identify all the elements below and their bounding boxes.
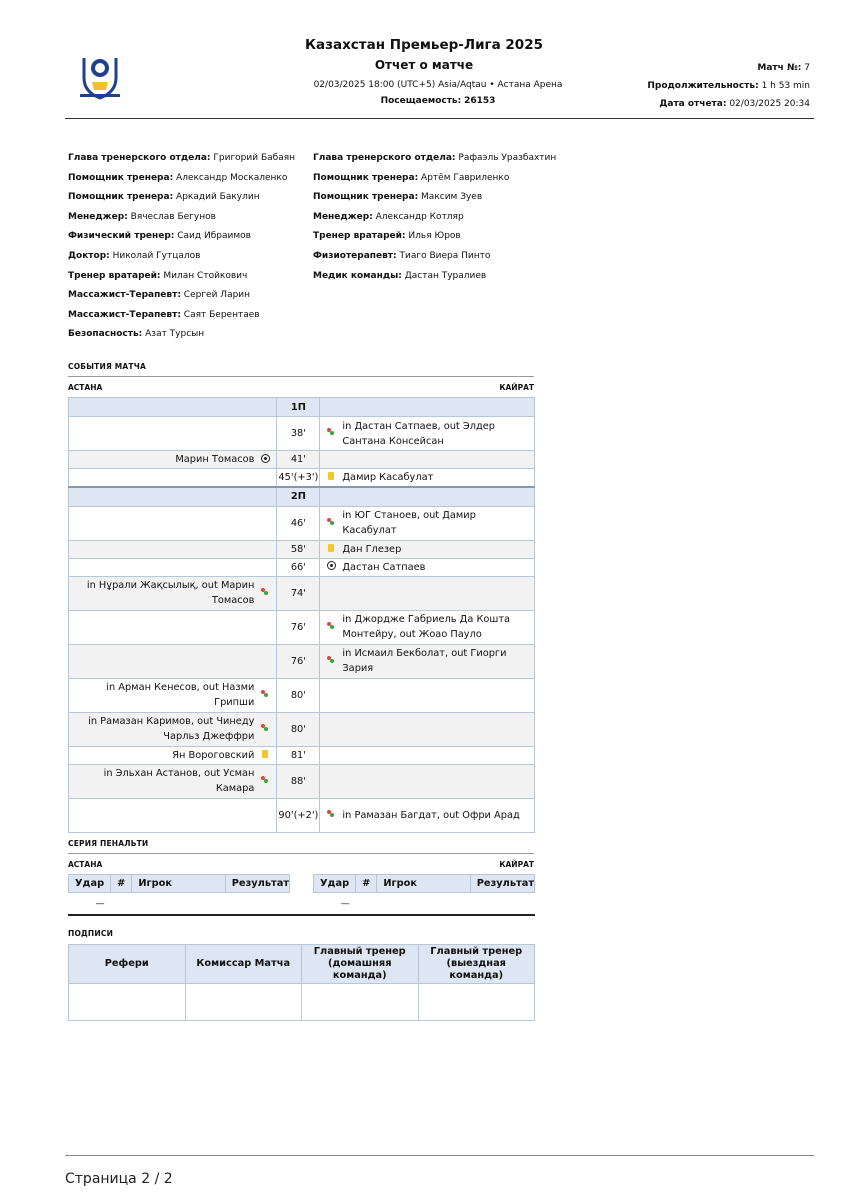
- staff-role: Массажист-Терапевт:: [68, 290, 181, 301]
- league-title: Казахстан Премьер-Лига 2025: [305, 37, 543, 53]
- staff-role: Помощник тренера:: [313, 172, 419, 183]
- yellow-card-icon: [328, 472, 334, 480]
- goal-ball-icon: [327, 561, 336, 570]
- staff-row: [68, 227, 308, 247]
- staff-role: Доктор:: [68, 250, 110, 261]
- staff-role: Физиотерапевт:: [313, 250, 397, 261]
- staff-name: Александр Котляр: [375, 211, 464, 222]
- away-staff-list: [313, 149, 573, 286]
- event-description: in ЮГ Станоев, out Дамир Касабулат: [342, 510, 476, 536]
- staff-name: Григорий Бабаян: [213, 153, 296, 163]
- staff-role: Глава тренерского отдела:: [68, 153, 211, 163]
- staff-name: Александр Москаленко: [176, 172, 288, 183]
- event-minute: 66': [277, 558, 320, 576]
- away-penalties-empty: —: [340, 899, 350, 909]
- substitution-icon: [261, 588, 269, 596]
- substitution-icon: [261, 724, 269, 732]
- substitution-icon: [327, 428, 335, 436]
- signatures-table: [68, 944, 535, 1021]
- event-description: in Эльхан Астанов, out Усман Камара: [103, 768, 255, 794]
- header-divider: [65, 118, 814, 119]
- penalties-bottom-rule: [68, 914, 535, 916]
- substitution-icon: [261, 690, 269, 698]
- staff-role: Менеджер:: [68, 211, 128, 222]
- event-description: in Джордже Габриель Да Кошта Монтейру, out Жоао Пауло: [342, 614, 511, 640]
- staff-role: Помощник тренера:: [313, 192, 419, 203]
- staff-name: Милан Стойкович: [163, 270, 248, 281]
- event-minute: 46': [277, 506, 320, 540]
- staff-role: Медик команды:: [313, 270, 402, 281]
- staff-name: Дастан Туралиев: [404, 270, 487, 281]
- staff-role: Менеджер:: [313, 211, 373, 222]
- substitution-icon: [261, 776, 269, 784]
- event-minute: 45'(+3'): [277, 469, 320, 487]
- staff-name: Аркадий Бакулин: [176, 192, 260, 203]
- event-description: Марин Томасов: [175, 454, 255, 465]
- staff-name: Максим Зуев: [421, 192, 483, 203]
- event-minute: 76': [277, 610, 320, 644]
- staff-role: Тренер вратарей:: [313, 231, 406, 242]
- substitution-icon: [327, 518, 335, 526]
- half-header-row: [69, 487, 535, 507]
- event-description: in Арман Кенесов, out Назми Грипши: [106, 682, 255, 708]
- sig-header-commissioner: Комиссар Матча: [185, 945, 302, 984]
- staff-row: [68, 188, 308, 208]
- staff-name: Николай Гутцалов: [112, 250, 201, 261]
- attendance: Посещаемость: 26153: [380, 96, 496, 106]
- event-minute: 76': [277, 644, 320, 678]
- event-minute: 90'(+2'): [277, 798, 320, 832]
- report-date: Дата отчета: 02/03/2025 20:34: [659, 99, 810, 109]
- events-section-title: СОБЫТИЯ МАТЧА: [68, 362, 146, 371]
- match-number: Матч №: 7: [757, 63, 810, 73]
- footer-divider: [65, 1155, 814, 1156]
- yellow-card-icon: [328, 544, 334, 552]
- event-minute: 38': [277, 417, 320, 451]
- away-penalties-table: Удар # Игрок Результат —: [313, 874, 535, 915]
- event-description: in Рамазан Багдат, out Офри Арад: [342, 809, 520, 821]
- staff-role: Глава тренерского отдела:: [313, 153, 456, 163]
- penalties-away-team: КАЙРАТ: [499, 860, 534, 869]
- events-home-team: АСТАНА: [68, 383, 103, 392]
- substitution-icon: [327, 810, 335, 818]
- substitution-icon: [327, 622, 335, 630]
- event-description: Дан Глезер: [342, 543, 402, 555]
- staff-role: Безопасность:: [68, 329, 143, 340]
- staff-row: [313, 149, 573, 169]
- report-title: Отчет о матче: [374, 58, 474, 72]
- sig-box-home-coach: [302, 984, 419, 1021]
- event-description: in Дастан Сатпаев, out Элдер Сантана Консейсан: [342, 420, 495, 447]
- event-row: [69, 417, 535, 451]
- event-row: [69, 451, 535, 469]
- half-label: 1П: [277, 398, 320, 417]
- staff-row: [68, 149, 308, 169]
- yellow-card-icon: [262, 750, 268, 758]
- substitution-icon: [327, 656, 335, 664]
- staff-row: [313, 227, 573, 247]
- event-minute: 41': [277, 451, 320, 469]
- staff-name: Рафаэль Уразбахтин: [458, 153, 557, 163]
- sig-box-referee: [69, 984, 186, 1021]
- staff-role: Физический тренер:: [68, 231, 175, 242]
- event-row: [69, 610, 535, 644]
- event-description: Дамир Касабулат: [342, 471, 434, 483]
- staff-role: Помощник тренера:: [68, 192, 174, 203]
- event-minute: 80': [277, 712, 320, 746]
- staff-row: [68, 286, 308, 306]
- staff-name: Сергей Ларин: [183, 290, 251, 301]
- staff-row: [68, 208, 308, 228]
- penalties-section-title: СЕРИЯ ПЕНАЛЬТИ: [68, 839, 149, 848]
- event-row: [69, 506, 535, 540]
- event-row: [69, 558, 535, 576]
- sig-box-commissioner: [185, 984, 302, 1021]
- event-description: Дастан Сатпаев: [342, 561, 426, 573]
- staff-row: [68, 267, 308, 287]
- event-minute: 74': [277, 576, 320, 610]
- event-row: [69, 576, 535, 610]
- event-description: in Нұрали Жақсылық, out Марин Томасов: [86, 580, 255, 606]
- event-minute: 81': [277, 746, 320, 764]
- staff-name: Саид Ибраимов: [177, 231, 251, 242]
- staff-row: [313, 169, 573, 189]
- sig-box-away-coach: [418, 984, 535, 1021]
- staff-row: [68, 247, 308, 267]
- event-minute: 88': [277, 764, 320, 798]
- signatures-section-title: ПОДПИСИ: [68, 929, 114, 938]
- event-row: [69, 712, 535, 746]
- home-staff-list: [68, 149, 308, 345]
- staff-row: [68, 306, 308, 326]
- staff-name: Илья Юров: [408, 231, 461, 242]
- sig-header-away-coach: Главный тренер (выездная команда): [418, 945, 535, 984]
- event-minute: 80': [277, 678, 320, 712]
- staff-name: Саят Берентаев: [183, 309, 260, 320]
- staff-row: [68, 169, 308, 189]
- match-events-table: [68, 397, 535, 833]
- match-duration: Продолжительность: 1 h 53 min: [647, 81, 810, 91]
- staff-name: Вячеслав Бегунов: [130, 211, 216, 222]
- staff-name: Артём Гавриленко: [421, 172, 510, 183]
- event-description: in Рамазан Каримов, out Чинеду Чарльз Джеффри: [88, 716, 255, 742]
- event-row: [69, 764, 535, 798]
- staff-row: [313, 188, 573, 208]
- sig-header-referee: Рефери: [69, 945, 186, 984]
- event-row: [69, 798, 535, 832]
- goal-ball-icon: [261, 454, 270, 463]
- penalties-home-team: АСТАНА: [68, 860, 103, 869]
- staff-row: [68, 325, 308, 345]
- event-description: Ян Вороговский: [172, 749, 255, 761]
- events-divider: [68, 376, 534, 377]
- half-header-row: [69, 398, 535, 417]
- penalties-divider: [68, 853, 534, 854]
- event-row: [69, 540, 535, 558]
- staff-row: [313, 208, 573, 228]
- half-label: 2П: [277, 487, 320, 507]
- staff-name: Азат Турсын: [145, 329, 205, 340]
- event-minute: 58': [277, 540, 320, 558]
- events-away-team: КАЙРАТ: [499, 383, 534, 392]
- event-row: [69, 644, 535, 678]
- staff-role: Тренер вратарей:: [68, 270, 161, 281]
- home-penalties-table: Удар # Игрок Результат —: [68, 874, 290, 915]
- home-penalties-empty: —: [95, 899, 105, 909]
- match-meta: 02/03/2025 18:00 (UTC+5) Asia/Aqtau • Астана Арена: [313, 80, 563, 90]
- sig-header-home-coach: Главный тренер (домашняя команда): [302, 945, 419, 984]
- staff-name: Тиаго Виера Пинто: [399, 250, 491, 261]
- staff-role: Массажист-Терапевт:: [68, 309, 181, 320]
- staff-row: [313, 267, 573, 287]
- page-number: Страница 2 / 2: [65, 1171, 173, 1187]
- event-row: [69, 746, 535, 764]
- staff-role: Помощник тренера:: [68, 172, 174, 183]
- event-row: [69, 678, 535, 712]
- staff-row: [313, 247, 573, 267]
- event-row: [69, 469, 535, 487]
- event-description: in Исмаил Бекболат, out Гиорги Зария: [342, 648, 507, 674]
